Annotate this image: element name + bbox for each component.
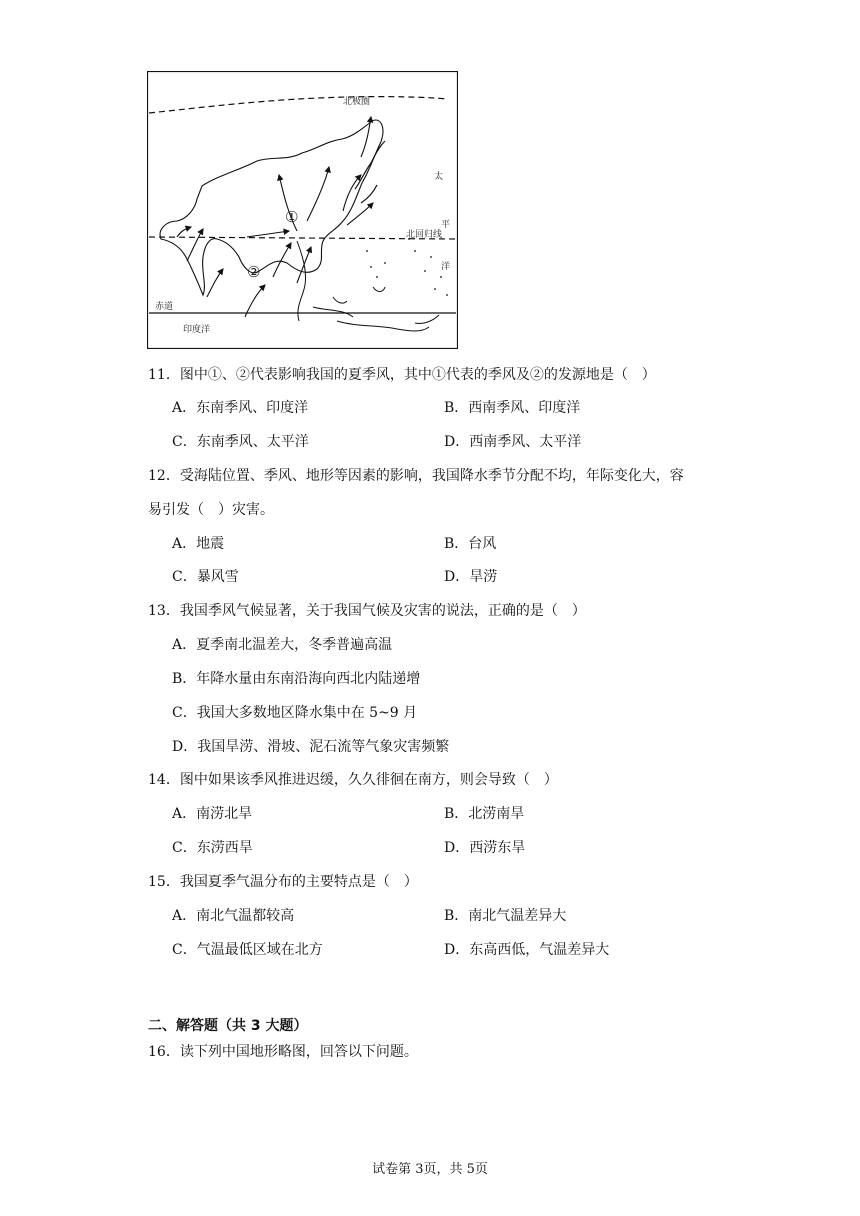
pacific-label-1: 太 [434, 172, 444, 182]
question-11-stem: 11．图中①、②代表影响我国的夏季风，其中①代表的季风及②的发源地是（ ） [148, 367, 656, 383]
q13-option-d[interactable]: D．我国旱涝、滑坡、泥石流等气象灾害频繁 [172, 739, 450, 755]
page-footer: 试卷第 3页，共 5页 [372, 1162, 488, 1177]
section-2-title: 二、解答题（共 3 大题） [148, 1018, 308, 1034]
question-15-stem: 15．我国夏季气温分布的主要特点是（ ） [148, 874, 418, 890]
question-16-stem: 16．读下列中国地形略图，回答以下问题。 [148, 1044, 418, 1060]
q15-option-b[interactable]: B．南北气温差异大 [444, 908, 567, 924]
q14-option-c[interactable]: C．东涝西旱 [172, 840, 253, 856]
question-13-stem: 13．我国季风气候显著，关于我国气候及灾害的说法，正确的是（ ） [148, 603, 586, 619]
q12-option-a[interactable]: A．地震 [172, 536, 225, 552]
q13-option-c[interactable]: C．我国大多数地区降水集中在 5~9 月 [172, 705, 418, 721]
q15-option-c[interactable]: C．气温最低区域在北方 [172, 942, 323, 958]
q13-option-b[interactable]: B．年降水量由东南沿海向西北内陆递增 [172, 671, 421, 687]
q14-option-a[interactable]: A．南涝北旱 [172, 806, 253, 822]
question-12-stem-line2: 易引发（ ）灾害。 [148, 502, 274, 518]
q15-option-d[interactable]: D．东高西低，气温差异大 [444, 942, 610, 958]
q13-option-a[interactable]: A．夏季南北温差大，冬季普遍高温 [172, 637, 393, 653]
q15-option-a[interactable]: A．南北气温都较高 [172, 908, 295, 924]
equator-label: 赤道 [155, 302, 174, 312]
question-14-stem: 14．图中如果该季风推进迟缓，久久徘徊在南方，则会导致（ ） [148, 772, 558, 788]
q11-option-c[interactable]: C．东南季风、太平洋 [172, 434, 309, 450]
q12-option-b[interactable]: B．台风 [444, 536, 497, 552]
q12-option-c[interactable]: C．暴风雪 [172, 569, 239, 585]
q14-option-b[interactable]: B．北涝南旱 [444, 806, 525, 822]
q11-option-a[interactable]: A．东南季风、印度洋 [172, 400, 309, 416]
q11-option-d[interactable]: D．西南季风、太平洋 [444, 434, 582, 450]
indian-ocean-label: 印度洋 [183, 325, 211, 335]
marker-2: ② [247, 263, 261, 281]
pacific-label-3: 洋 [441, 262, 451, 272]
question-12-stem-line1: 12．受海陆位置、季风、地形等因素的影响，我国降水季节分配不均，年际变化大，容 [148, 468, 684, 484]
pacific-label-2: 平 [441, 220, 451, 230]
arctic-circle-label: 北极圈 [343, 97, 371, 107]
monsoon-map [147, 71, 458, 349]
marker-1: ① [285, 208, 299, 226]
q12-option-d[interactable]: D．旱涝 [444, 569, 498, 585]
tropic-of-cancer-label: 北回归线 [406, 230, 443, 240]
q14-option-d[interactable]: D．西涝东旱 [444, 840, 526, 856]
q11-option-b[interactable]: B．西南季风、印度洋 [444, 400, 581, 416]
